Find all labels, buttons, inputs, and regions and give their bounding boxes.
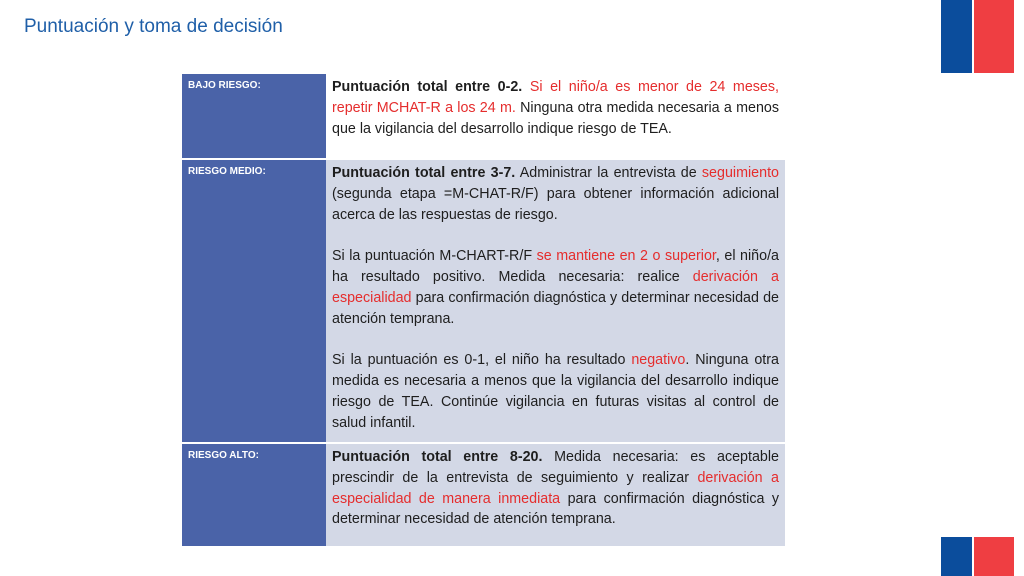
flag-red-stripe: [974, 537, 1014, 576]
description-paragraph: [332, 246, 779, 329]
highlight-text: seguimiento: [701, 165, 779, 181]
body-text: Administrar la entrevista de: [515, 165, 702, 181]
body-text: Ninguna otra medida necesaria a menos que la vigilancia del desarrollo indique riesgo de TEA.: [332, 99, 779, 137]
body-text: Si la puntuación es 0-1, el niño ha resultado: [332, 352, 632, 369]
risk-row-medium: [182, 158, 785, 442]
description-paragraph: [332, 163, 779, 225]
risk-table: [182, 74, 785, 546]
description-paragraph: [332, 77, 779, 139]
risk-description: [326, 442, 785, 546]
body-text: Si la puntuación M-CHART-R/F: [332, 248, 537, 265]
description-paragraph: [332, 350, 779, 433]
highlight-text: derivación a especialidad: [332, 268, 780, 306]
body-text: para confirmación diagnóstica y determinar necesidad de atención temprana.: [332, 289, 779, 327]
flag-red-stripe: [974, 0, 1014, 73]
risk-label: RIESGO MEDIO:: [182, 158, 326, 442]
body-text: , el niño/a ha resultado positivo. Medida necesaria: realice: [332, 248, 780, 285]
flag-blue-stripe: [941, 0, 972, 73]
risk-description: [326, 74, 785, 158]
flag-blue-stripe: [941, 537, 972, 576]
risk-row-low: [182, 74, 785, 158]
score-range: Puntuación total entre 3-7.: [332, 165, 516, 181]
highlight-text: se mantiene en 2 o superior: [536, 248, 716, 265]
risk-label: RIESGO ALTO:: [182, 442, 326, 546]
highlight-text: derivación a especialidad de manera inmediata: [332, 469, 779, 507]
score-range: Puntuación total entre 8-20.: [332, 449, 543, 465]
flag-logo-bottom: [941, 537, 1014, 576]
body-text: para confirmación diagnóstica y determinar necesidad de atención temprana.: [332, 490, 779, 528]
risk-description: [326, 158, 785, 442]
risk-row-high: [182, 442, 785, 546]
body-text: Medida necesaria: es aceptable prescindir de la entrevista de seguimiento y realizar: [332, 449, 779, 486]
body-text: . Ninguna otra medida es necesaria a menos que la vigilancia del desarrollo indique riesgo de TEA. Continúe vigilancia en futuras visitas al control de salud infantil.: [332, 352, 779, 431]
highlight-text: Si el niño/a es menor de 24 meses, repetir MCHAT-R a los 24 m.: [332, 79, 780, 116]
risk-label: BAJO RIESGO:: [182, 74, 326, 158]
highlight-text: negativo: [631, 352, 686, 369]
score-range: Puntuación total entre 0-2.: [332, 79, 523, 95]
body-text: (segunda etapa =M-CHAT-R/F) para obtener información adicional acerca de las respuestas de riesgo.: [332, 185, 779, 223]
description-paragraph: [332, 447, 779, 530]
page-title: Puntuación y toma de decisión: [24, 16, 283, 37]
flag-logo-top: [941, 0, 1014, 73]
